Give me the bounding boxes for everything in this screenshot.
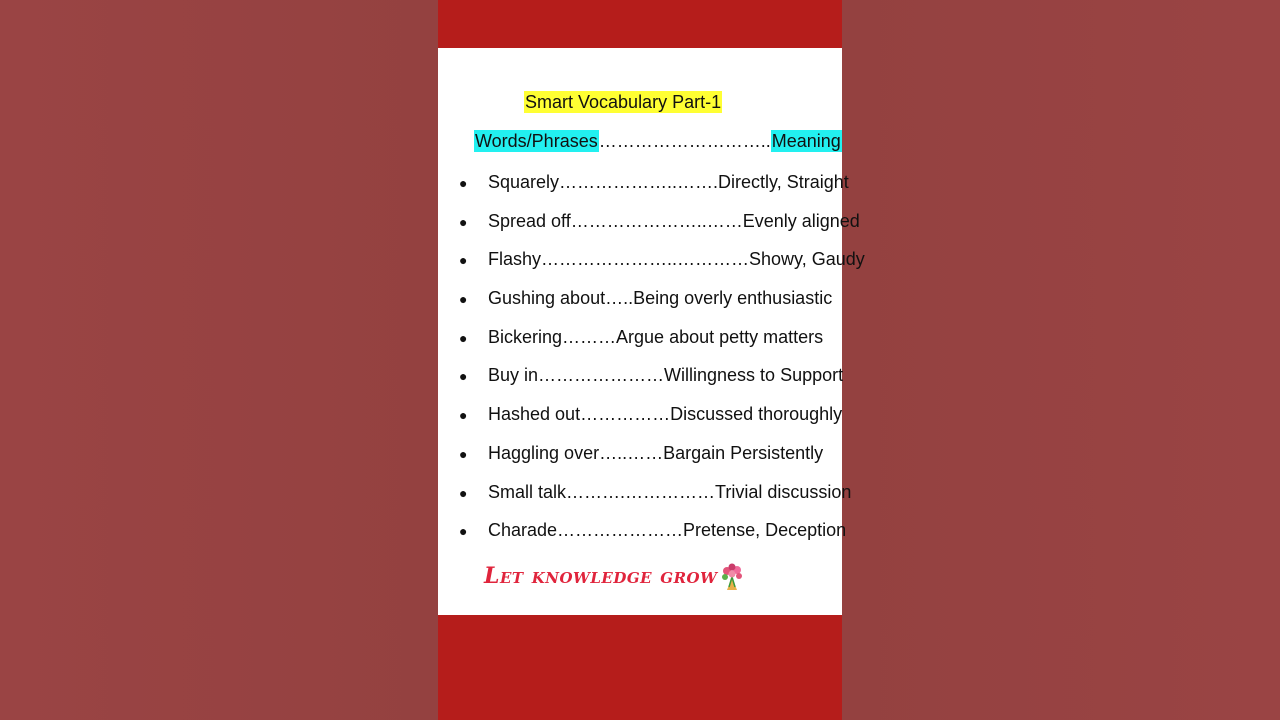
list-item [438,325,842,364]
list-item [438,286,842,325]
bullet-icon: ● [459,329,468,346]
list-item [438,402,842,441]
header-meaning: Meaning [771,131,841,151]
vocabulary-list [438,170,865,557]
header-dots: ……………………….. [598,131,771,151]
bullet-icon: ● [459,291,468,308]
list-item [438,363,842,402]
bullet-icon: ● [459,252,468,269]
list-item [438,209,860,248]
list-item-text: Flashy…………………..…………Showy, Gaudy [488,249,865,270]
background-left [0,0,438,720]
list-item-text: Haggling over…..……Bargain Persistently [488,442,824,463]
page-title: Smart Vocabulary Part-1 [525,92,722,112]
bullet-icon: ● [459,407,468,424]
flower-bouquet-icon [719,563,745,591]
list-item-text: Spread off…………………..……Evenly aligned [488,210,860,231]
background-right [842,0,1280,720]
list-item-text: Small talk……….……………Trivial discussion [488,481,852,502]
list-item-text: Charade…………………Pretense, Deception [488,520,847,541]
list-item-text: Squarely………………..…….Directly, Straight [488,172,849,192]
header-words-phrases: Words/Phrases [475,131,598,151]
video-frame [438,0,865,720]
bullet-icon: ● [459,445,468,462]
list-item-text: Buy in…………………Willingness to Support [488,365,844,386]
list-item [438,247,865,286]
list-item [438,480,852,519]
bullet-icon: ● [459,368,468,385]
vocabulary-card [438,48,865,615]
list-item-text: Gushing about…..Being overly enthusiastic [488,288,833,309]
bullet-icon: ● [459,523,468,540]
bullet-icon: ● [459,484,468,501]
footer-slogan [484,563,745,591]
column-header [474,131,842,152]
footer-text: Let knowledge grow [484,563,718,589]
title-row [438,92,842,113]
list-item-text: Bickering………Argue about petty matters [488,326,824,347]
list-item [438,170,849,209]
list-item [438,441,842,480]
bullet-icon: ● [459,213,468,230]
list-item-text: Hashed out……………Discussed thoroughly [488,404,843,425]
list-item [438,518,847,557]
bullet-icon: ● [459,175,468,191]
